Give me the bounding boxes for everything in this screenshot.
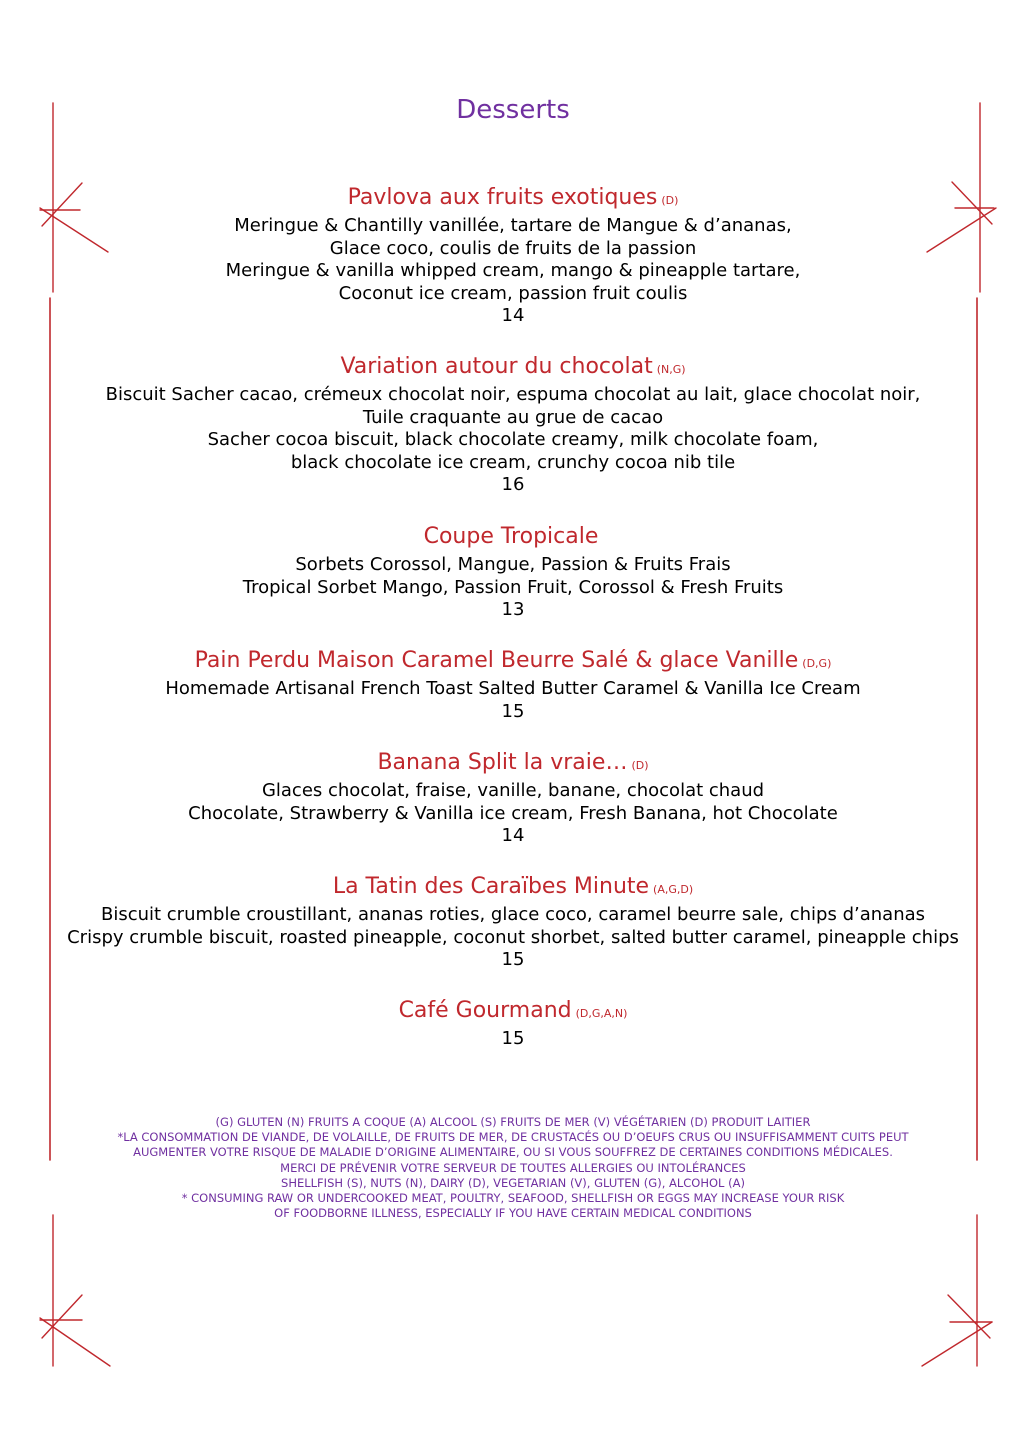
allergen-codes: (D,G)	[802, 657, 832, 670]
dish-price: 15	[501, 949, 525, 970]
dish-name	[40, 749, 986, 780]
footer-line: (G) GLUTEN (N) FRUITS A COQUE (A) ALCOOL (S) FRUITS DE MER (V) VÉGÉTARIEN (D) PRODUIT LAITIER	[215, 1115, 811, 1129]
dish-title: Café Gourmand	[398, 998, 572, 1023]
star-ornament-bottom-right	[922, 1215, 992, 1366]
dish-description-line: Sorbets Corossol, Mangue, Passion & Fruits Frais	[295, 554, 731, 575]
dish-description-line: Meringue & Chantilly vanillée, tartare de Mangue & d’ananas,	[234, 215, 792, 236]
dish-description-line: Crispy crumble biscuit, roasted pineapple, coconut shorbet, salted butter caramel, pineapple chips	[67, 926, 959, 948]
menu-item-banana-split	[40, 749, 986, 848]
dish-price: 14	[501, 825, 525, 846]
dish-price: 15	[501, 1028, 525, 1049]
dish-description-line: Sacher cocoa biscuit, black chocolate creamy, milk chocolate foam,	[207, 429, 819, 450]
dish-description-line: Meringue & vanilla whipped cream, mango & pineapple tartare,	[225, 260, 801, 281]
dish-name	[40, 184, 986, 215]
dish-name	[40, 523, 986, 554]
dish-title: La Tatin des Caraïbes Minute	[332, 874, 650, 899]
footer-line: OF FOODBORNE ILLNESS, ESPECIALLY IF YOU HAVE CERTAIN MEDICAL CONDITIONS	[274, 1206, 752, 1221]
menu-item-pain-perdu	[40, 647, 986, 723]
allergen-codes: (N,G)	[656, 363, 686, 376]
dish-title: Coupe Tropicale	[423, 524, 599, 549]
menu-item-coupe-tropicale	[40, 523, 986, 622]
footer-line: AUGMENTER VOTRE RISQUE DE MALADIE D’ORIGINE ALIMENTAIRE, OU SI VOUS SOUFFREZ DE CERTAINES CONDITIONS MÉDICALES.	[133, 1145, 893, 1160]
dish-title: Pain Perdu Maison Caramel Beurre Salé & glace Vanille	[194, 648, 799, 673]
footer-line: MERCI DE PRÉVENIR VOTRE SERVEUR DE TOUTES ALLERGIES OU INTOLÉRANCES	[280, 1160, 746, 1175]
dish-name	[40, 997, 986, 1028]
dish-name	[40, 873, 986, 904]
page-title: Desserts	[456, 95, 570, 125]
dish-description-line: Glaces chocolat, fraise, vanille, banane, chocolat chaud	[261, 780, 765, 801]
dish-name	[40, 353, 986, 384]
dish-description-line: Tuile craquante au grue de cacao	[362, 406, 664, 428]
dish-price: 15	[501, 700, 525, 722]
allergen-codes: (D,G,A,N)	[575, 1007, 628, 1020]
star-ornament-bottom-left	[40, 1215, 110, 1366]
dish-title: Pavlova aux fruits exotiques	[347, 185, 658, 210]
dish-price: 14	[501, 305, 525, 326]
dish-price: 16	[501, 474, 525, 495]
dish-title: Variation autour du chocolat	[340, 354, 653, 379]
dish-title: Banana Split la vraie…	[377, 750, 628, 775]
dish-description-line: Homemade Artisanal French Toast Salted Butter Caramel & Vanilla Ice Cream	[165, 678, 861, 699]
dish-description-line: Glace coco, coulis de fruits de la passion	[329, 237, 697, 259]
dish-name	[40, 647, 986, 678]
footer-line: * CONSUMING RAW OR UNDERCOOKED MEAT, POULTRY, SEAFOOD, SHELLFISH OR EGGS MAY INCREASE YOUR RISK	[181, 1191, 845, 1206]
allergen-codes: (D)	[661, 194, 679, 207]
allergen-footer	[40, 1115, 986, 1221]
menu-item-cafe-gourmand	[40, 997, 986, 1051]
dish-description-line: black chocolate ice cream, crunchy cocoa nib tile	[290, 451, 736, 473]
dish-description-line: Tropical Sorbet Mango, Passion Fruit, Corossol & Fresh Fruits	[242, 576, 784, 598]
allergen-codes: (A,G,D)	[653, 883, 694, 896]
menu-item-pavlova	[40, 184, 986, 328]
footer-line: *LA CONSOMMATION DE VIANDE, DE VOLAILLE, DE FRUITS DE MER, DE CRUSTACÉS OU D’OEUFS CRUS OU INSUFFISAMMENT CUITS PEUT	[117, 1130, 909, 1145]
dish-description-line: Chocolate, Strawberry & Vanilla ice cream, Fresh Banana, hot Chocolate	[188, 802, 838, 824]
menu-item-chocolate	[40, 353, 986, 497]
dish-price: 13	[501, 599, 525, 620]
menu-item-tatin	[40, 873, 986, 972]
dish-description-line: Biscuit Sacher cacao, crémeux chocolat noir, espuma chocolat au lait, glace chocolat noir,	[105, 384, 921, 405]
dish-description-line: Coconut ice cream, passion fruit coulis	[338, 282, 688, 304]
allergen-codes: (D)	[631, 759, 649, 772]
footer-line: SHELLFISH (S), NUTS (N), DAIRY (D), VEGETARIAN (V), GLUTEN (G), ALCOHOL (A)	[281, 1175, 745, 1190]
dish-description-line: Biscuit crumble croustillant, ananas roties, glace coco, caramel beurre sale, chips d’ananas	[100, 904, 926, 925]
